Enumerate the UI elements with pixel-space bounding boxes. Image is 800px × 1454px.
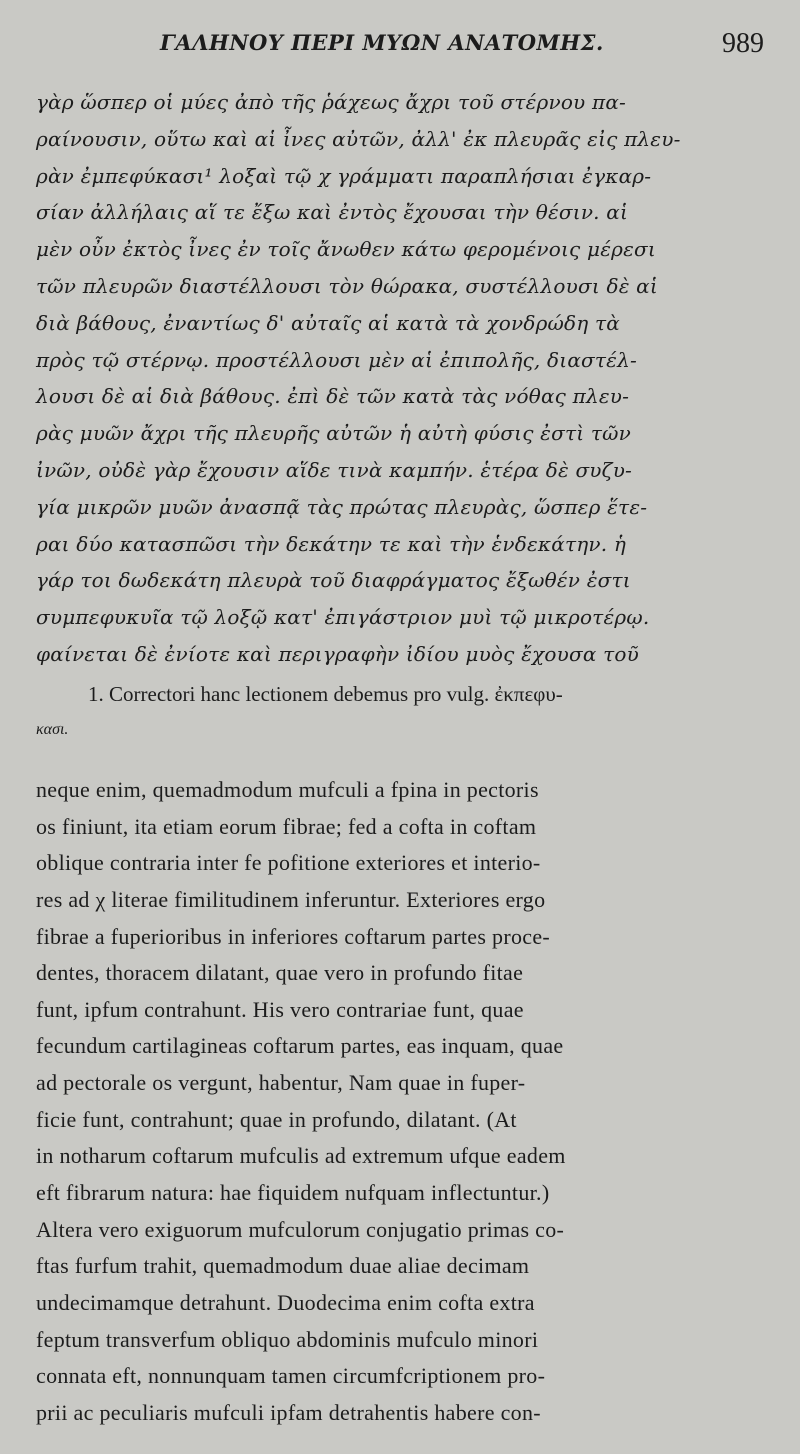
footnote-line: κασι. bbox=[36, 721, 69, 738]
latin-text-line: feptum transverfum obliquo abdominis mufculo minori bbox=[36, 1326, 539, 1352]
latin-text-line: os finiunt, ita etiam eorum fibrae; fed a cofta in coftam bbox=[36, 813, 537, 839]
greek-text-line: ραι δύο κατασπῶσι τὴν δεκάτην τε καὶ τὴν ἑνδεκάτην. ἡ bbox=[36, 531, 627, 556]
greek-text-line: γία μικρῶν μυῶν ἀνασπᾷ τὰς πρώτας πλευρὰς, ὥσπερ ἕτε- bbox=[36, 494, 648, 519]
latin-text-line: neque enim, quemadmodum mufculi a fpina in pectoris bbox=[36, 777, 539, 802]
latin-text-line: Altera vero exiguorum mufculorum conjugatio primas co- bbox=[36, 1216, 565, 1242]
latin-text-line: ficie funt, contrahunt; quae in profundo, dilatant. (At bbox=[36, 1106, 517, 1132]
latin-text-line: undecimamque detrahunt. Duodecima enim cofta extra bbox=[36, 1289, 535, 1315]
greek-text-line: λουσι δὲ αἱ διὰ βάθους. ἐπὶ δὲ τῶν κατὰ τὰς νόθας πλευ- bbox=[36, 384, 630, 409]
latin-translation-block bbox=[36, 772, 766, 1432]
greek-text-line: ρὰς μυῶν ἄχρι τῆς πλευρῆς αὐτῶν ἡ αὐτὴ φύσις ἐστὶ τῶν bbox=[36, 421, 631, 446]
footnote-line: 1. Correctori hanc lectionem debemus pro vulg. ἐκπεφυ- bbox=[88, 682, 563, 706]
latin-text-line: connata eft, nonnunquam tamen circumfcriptionem pro- bbox=[36, 1363, 546, 1389]
latin-text-line: ftas furfum trahit, quemadmodum duae aliae decimam bbox=[36, 1253, 530, 1279]
greek-text-line: πρὸς τῷ στέρνῳ. προστέλλουσι μὲν αἱ ἐπιπολῆς, διαστέλ- bbox=[36, 347, 637, 372]
greek-text-line: μὲν οὖν ἐκτὸς ἶνες ἐν τοῖς ἄνωθεν κάτω φερομένοις μέρεσι bbox=[36, 237, 656, 262]
latin-text-line: fibrae a fuperioribus in inferiores coftarum partes proce- bbox=[36, 923, 551, 949]
latin-text-line: fecundum cartilagineas coftarum partes, eas inquam, quae bbox=[36, 1033, 564, 1059]
latin-text-line: eft fibrarum natura: hae fiquidem nufquam inflectuntur.) bbox=[36, 1180, 550, 1206]
greek-text-line: διὰ βάθους, ἐναντίως δ' αὐταῖς αἱ κατὰ τὰ χονδρώδη τὰ bbox=[36, 310, 620, 335]
greek-text-line: φαίνεται δὲ ἐνίοτε καὶ περιγραφὴν ἰδίου μυὸς ἔχουσα τοῦ bbox=[36, 641, 639, 666]
greek-text-line: συμπεφυκυῖα τῷ λοξῷ κατ' ἐπιγάστριον μυὶ τῷ μικροτέρῳ. bbox=[36, 605, 650, 630]
latin-text-line: oblique contraria inter fe pofitione exteriores et interio- bbox=[36, 850, 541, 876]
latin-text-line: res ad χ literae fimilitudinem inferuntur. Exteriores ergo bbox=[36, 886, 546, 912]
footnote bbox=[36, 676, 766, 748]
greek-text-block bbox=[36, 84, 766, 673]
page-number: 989 bbox=[722, 28, 764, 59]
greek-text-line: ἰνῶν, οὐδὲ γὰρ ἔχουσιν αἵδε τινὰ καμπήν. ἑτέρα δὲ συζυ- bbox=[36, 457, 633, 482]
greek-text-line: γάρ τοι δωδεκάτη πλευρὰ τοῦ διαφράγματος ἔξωθέν ἐστι bbox=[36, 568, 631, 593]
latin-text-line: ad pectorale os vergunt, habentur, Nam quae in fuper- bbox=[36, 1070, 526, 1096]
latin-text-line: dentes, thoracem dilatant, quae vero in profundo fitae bbox=[36, 960, 524, 986]
greek-text-line: γὰρ ὥσπερ οἱ μύες ἀπὸ τῆς ῥάχεως ἄχρι τοῦ στέρνου πα- bbox=[36, 90, 626, 114]
greek-text-line: σίαν ἀλλήλαις αἵ τε ἔξω καὶ ἐντὸς ἔχουσαι τὴν θέσιν. αἱ bbox=[36, 200, 629, 225]
latin-text-line: in notharum coftarum mufculis ad extremum ufque eadem bbox=[36, 1143, 566, 1169]
greek-text-line: ρὰν ἐμπεφύκασι¹ λοξαὶ τῷ χ γράμματι παραπλήσιαι ἐγκαρ- bbox=[36, 163, 652, 188]
greek-text-line: ραίνουσιν, οὕτω καὶ αἱ ἶνες αὐτῶν, ἀλλ' ἐκ πλευρᾶς εἰς πλευ- bbox=[36, 126, 681, 151]
latin-text-line: funt, ipfum contrahunt. His vero contrariae funt, quae bbox=[36, 996, 524, 1022]
latin-text-line: prii ac peculiaris mufculi ipfam detrahentis habere con- bbox=[36, 1399, 541, 1425]
running-title: ΓΑΛΗΝΟΥ ΠΕΡΙ ΜΥΩΝ ΑΝΑΤΟΜΗΣ. bbox=[160, 30, 604, 55]
page-header bbox=[0, 28, 800, 68]
greek-text-line: τῶν πλευρῶν διαστέλλουσι τὸν θώρακα, συστέλλουσι δὲ αἱ bbox=[36, 273, 658, 298]
